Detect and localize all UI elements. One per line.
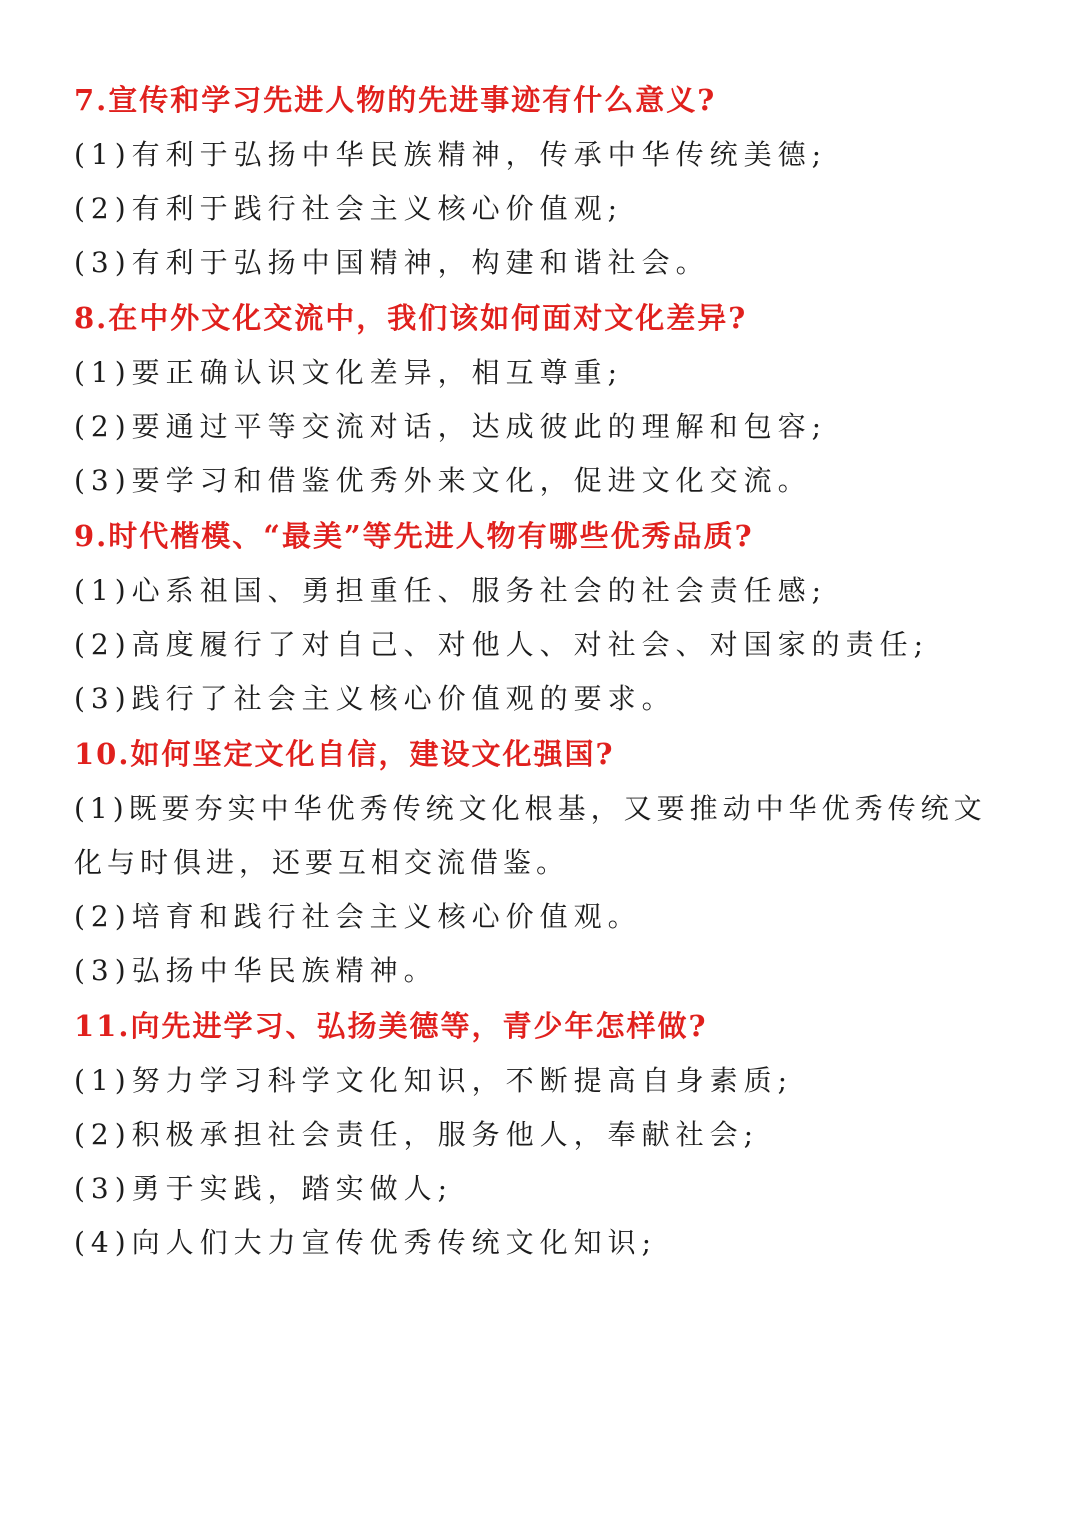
answer-item: (1)努力学习科学文化知识，不断提高自身素质;	[74, 1064, 794, 1097]
answer-item: (1)要正确认识文化差异，相互尊重;	[74, 356, 624, 389]
section-10	[74, 732, 1016, 998]
answer-item: (2)高度履行了对自己、对他人、对社会、对国家的责任;	[74, 628, 930, 661]
section-7	[74, 78, 1016, 290]
answer-item: (3)弘扬中华民族精神。	[74, 954, 438, 987]
answer-item: (2)积极承担社会责任，服务他人，奉献社会;	[74, 1118, 760, 1151]
answer-item: (2)培育和践行社会主义核心价值观。	[74, 900, 642, 933]
question-heading: 11.向先进学习、弘扬美德等，青少年怎样做?	[74, 1009, 708, 1043]
question-heading: 9.时代楷模、“最美”等先进人物有哪些优秀品质?	[74, 519, 754, 553]
answer-item: (1)心系祖国、勇担重任、服务社会的社会责任感;	[74, 574, 828, 607]
answer-item: (1)既要夯实中华优秀传统文化根基，又要推动中华优秀传统文化与时俱进，还要互相交流借鉴。	[74, 792, 987, 879]
answer-item: (3)要学习和借鉴优秀外来文化，促进文化交流。	[74, 464, 812, 497]
answer-item: (3)践行了社会主义核心价值观的要求。	[74, 682, 676, 715]
section-8	[74, 296, 1016, 508]
answer-item: (3)勇于实践，踏实做人;	[74, 1172, 454, 1205]
answer-item: (1)有利于弘扬中华民族精神，传承中华传统美德;	[74, 138, 828, 171]
section-11	[74, 1004, 1016, 1270]
question-heading: 7.宣传和学习先进人物的先进事迹有什么意义?	[74, 83, 717, 117]
answer-item: (2)要通过平等交流对话，达成彼此的理解和包容;	[74, 410, 828, 443]
question-heading: 8.在中外文化交流中，我们该如何面对文化差异?	[74, 301, 748, 335]
answer-item: (2)有利于践行社会主义核心价值观;	[74, 192, 624, 225]
answer-item: (3)有利于弘扬中国精神，构建和谐社会。	[74, 246, 710, 279]
answer-item: (4)向人们大力宣传优秀传统文化知识;	[74, 1226, 658, 1259]
section-9	[74, 514, 1016, 726]
question-heading: 10.如何坚定文化自信，建设文化强国?	[74, 737, 615, 771]
